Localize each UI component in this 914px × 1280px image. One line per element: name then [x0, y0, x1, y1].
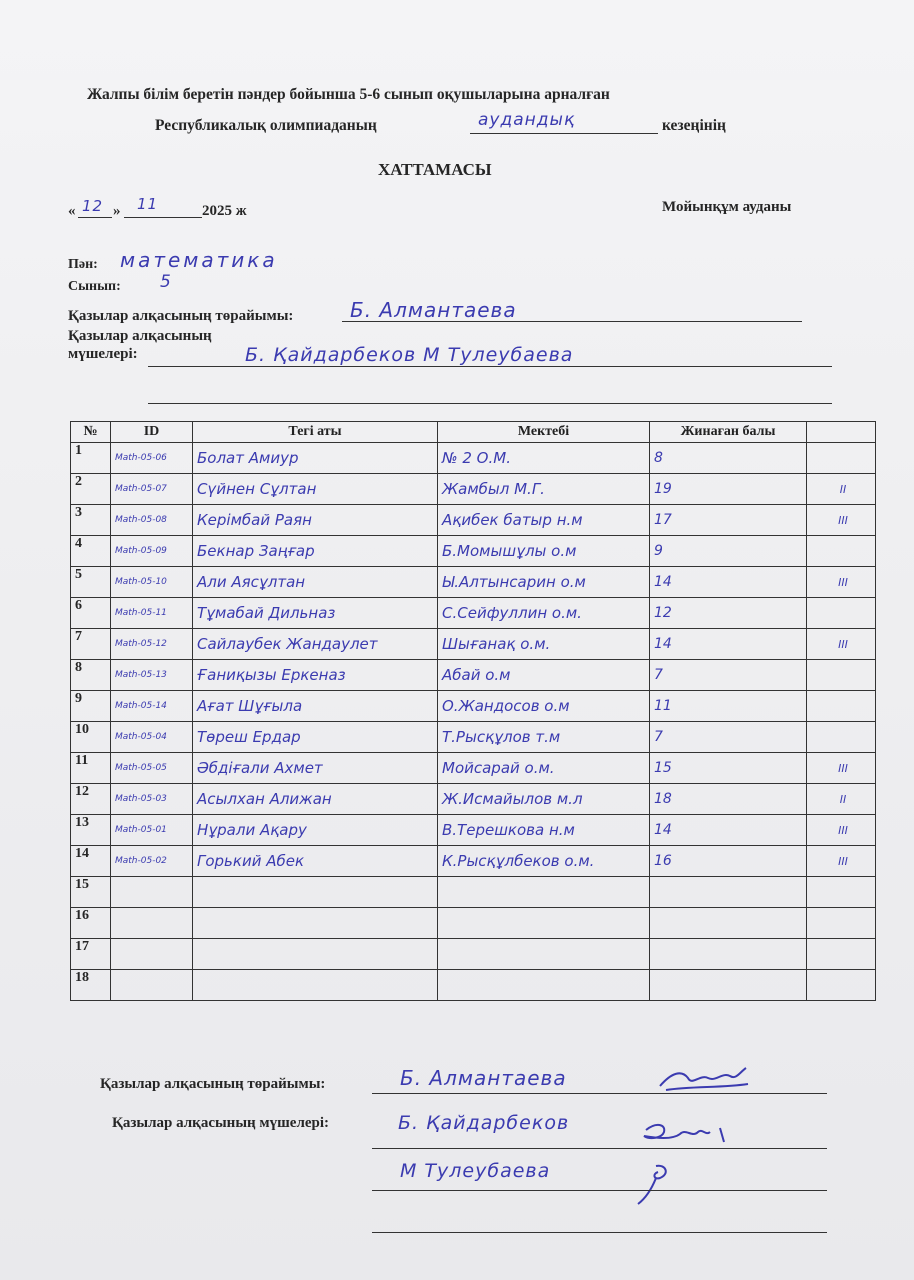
chair-value-top: Б. Алмантаева	[350, 298, 517, 322]
cell-name: Нұрали Ақару	[193, 815, 438, 846]
cell-score: 15	[650, 753, 807, 784]
column-header-1: ID	[111, 422, 193, 443]
cell-id: Math-05-04	[111, 722, 193, 753]
cell-n: 13	[71, 815, 111, 846]
cell-score: 17	[650, 505, 807, 536]
cell-school	[438, 877, 650, 908]
table-row	[71, 722, 876, 753]
cell-score	[650, 877, 807, 908]
date-year: 2025 ж	[202, 203, 247, 219]
cell-name: Али Аясұлтан	[193, 567, 438, 598]
cell-score	[650, 908, 807, 939]
cell-id: Math-05-11	[111, 598, 193, 629]
table-row	[71, 939, 876, 970]
table-row	[71, 598, 876, 629]
cell-name: Керімбай Раян	[193, 505, 438, 536]
table-row	[71, 691, 876, 722]
district: Мойынқұм ауданы	[662, 199, 792, 215]
cell-n: 15	[71, 877, 111, 908]
cell-school: Т.Рысқұлов т.м	[438, 722, 650, 753]
table-row	[71, 660, 876, 691]
table-body	[71, 443, 876, 1001]
cell-id	[111, 877, 193, 908]
member1-bottom: Б. Қайдарбеков	[398, 1112, 570, 1134]
cell-score	[650, 970, 807, 1001]
column-header-2: Тегі аты	[193, 422, 438, 443]
date-open-quote: «	[68, 203, 76, 219]
cell-mark	[807, 660, 876, 691]
table-row	[71, 753, 876, 784]
cell-mark: III	[807, 753, 876, 784]
table-row	[71, 877, 876, 908]
chair-underline-top	[342, 321, 802, 322]
cell-name: Болат Амиур	[193, 443, 438, 474]
cell-mark: II	[807, 474, 876, 505]
cell-n: 16	[71, 908, 111, 939]
cell-school: С.Сейфуллин о.м.	[438, 598, 650, 629]
cell-n: 5	[71, 567, 111, 598]
cell-id: Math-05-10	[111, 567, 193, 598]
cell-name	[193, 939, 438, 970]
cell-mark: III	[807, 629, 876, 660]
cell-mark	[807, 536, 876, 567]
cell-mark	[807, 722, 876, 753]
cell-school: К.Рысқұлбеков о.м.	[438, 846, 650, 877]
cell-n: 4	[71, 536, 111, 567]
olympiad-stage: аудандық	[478, 110, 576, 130]
header-line-1: Жалпы білім беретін пәндер бойынша 5-6 сынып оқушыларына арналған	[87, 86, 610, 103]
cell-mark	[807, 908, 876, 939]
cell-name: Бекнар Заңғар	[193, 536, 438, 567]
cell-score: 18	[650, 784, 807, 815]
chair-label-bottom: Қазылар алқасының төрайымы:	[100, 1076, 326, 1092]
column-header-3: Мектебі	[438, 422, 650, 443]
cell-school: Ақибек батыр н.м	[438, 505, 650, 536]
cell-school: № 2 О.М.	[438, 443, 650, 474]
cell-name: Төреш Ердар	[193, 722, 438, 753]
results-table	[70, 421, 876, 1001]
cell-school: В.Терешкова н.м	[438, 815, 650, 846]
cell-mark: II	[807, 784, 876, 815]
subject-label: Пән:	[68, 257, 98, 272]
stage-underline	[470, 133, 658, 134]
cell-id: Math-05-01	[111, 815, 193, 846]
cell-name	[193, 877, 438, 908]
cell-id	[111, 970, 193, 1001]
cell-school: Ы.Алтынсарин о.м	[438, 567, 650, 598]
cell-name	[193, 970, 438, 1001]
cell-n: 10	[71, 722, 111, 753]
table-row	[71, 846, 876, 877]
members-underline-top	[148, 366, 832, 367]
cell-n: 11	[71, 753, 111, 784]
members-label-bottom: Қазылар алқасының мүшелері:	[112, 1115, 330, 1131]
members-value-top: Б. Қайдарбеков М Тулеубаева	[245, 344, 574, 366]
cell-school: Абай о.м	[438, 660, 650, 691]
cell-score: 7	[650, 722, 807, 753]
cell-n: 9	[71, 691, 111, 722]
chair-label-top: Қазылар алқасының төрайымы:	[68, 308, 294, 324]
cell-id: Math-05-12	[111, 629, 193, 660]
cell-school	[438, 970, 650, 1001]
member2-bottom: М Тулеубаева	[400, 1160, 551, 1182]
column-header-4: Жинаған балы	[650, 422, 807, 443]
cell-school: О.Жандосов о.м	[438, 691, 650, 722]
cell-school	[438, 908, 650, 939]
members-label-top-1: Қазылар алқасының	[68, 328, 212, 344]
cell-school: Шығанақ о.м.	[438, 629, 650, 660]
cell-mark	[807, 691, 876, 722]
cell-id: Math-05-13	[111, 660, 193, 691]
table-row	[71, 908, 876, 939]
cell-mark: III	[807, 567, 876, 598]
column-header-0: №	[71, 422, 111, 443]
cell-id: Math-05-02	[111, 846, 193, 877]
cell-score: 19	[650, 474, 807, 505]
cell-mark: III	[807, 846, 876, 877]
cell-school: Ж.Исмайылов м.л	[438, 784, 650, 815]
cell-n: 1	[71, 443, 111, 474]
cell-score: 11	[650, 691, 807, 722]
table-row	[71, 784, 876, 815]
column-header-5	[807, 422, 876, 443]
cell-name: Сүйнен Сұлтан	[193, 474, 438, 505]
cell-mark	[807, 939, 876, 970]
cell-n: 8	[71, 660, 111, 691]
table-row	[71, 474, 876, 505]
cell-score: 12	[650, 598, 807, 629]
header-line-2-suffix: кезеңінің	[662, 117, 726, 134]
cell-mark	[807, 877, 876, 908]
member1-signature	[636, 1118, 746, 1152]
table-row	[71, 629, 876, 660]
cell-n: 17	[71, 939, 111, 970]
table-header-row	[71, 422, 876, 443]
cell-name: Ағат Шұғыла	[193, 691, 438, 722]
cell-name: Ғаниқызы Еркеназ	[193, 660, 438, 691]
grade-label: Сынып:	[68, 279, 121, 294]
cell-id: Math-05-08	[111, 505, 193, 536]
member1-underline	[372, 1148, 827, 1149]
cell-n: 14	[71, 846, 111, 877]
cell-name: Горький Абек	[193, 846, 438, 877]
cell-id: Math-05-09	[111, 536, 193, 567]
member2-signature	[626, 1160, 686, 1210]
table-row	[71, 815, 876, 846]
header-line-2-prefix: Республикалық олимпиаданың	[155, 117, 377, 134]
cell-mark	[807, 970, 876, 1001]
extra-underline	[372, 1232, 827, 1233]
cell-score	[650, 939, 807, 970]
cell-mark	[807, 443, 876, 474]
chair-value-bottom: Б. Алмантаева	[400, 1066, 567, 1090]
chair-underline-bottom	[372, 1093, 827, 1094]
cell-mark: III	[807, 505, 876, 536]
members-underline-top-2	[148, 403, 832, 404]
cell-school: Б.Момышұлы о.м	[438, 536, 650, 567]
cell-score: 7	[650, 660, 807, 691]
cell-score: 8	[650, 443, 807, 474]
subject-value: математика	[120, 248, 278, 272]
cell-score: 14	[650, 815, 807, 846]
cell-school: Мойсарай о.м.	[438, 753, 650, 784]
cell-score: 14	[650, 629, 807, 660]
cell-n: 3	[71, 505, 111, 536]
members-label-top-2: мүшелері:	[68, 346, 138, 362]
cell-id: Math-05-07	[111, 474, 193, 505]
cell-score: 14	[650, 567, 807, 598]
cell-name: Сайлаубек Жандаулет	[193, 629, 438, 660]
cell-school: Жамбыл М.Г.	[438, 474, 650, 505]
table-row	[71, 443, 876, 474]
member2-underline	[372, 1190, 827, 1191]
month-underline	[124, 217, 202, 218]
cell-n: 2	[71, 474, 111, 505]
table-row	[71, 505, 876, 536]
date-close-quote: »	[113, 203, 121, 219]
cell-id: Math-05-14	[111, 691, 193, 722]
cell-n: 12	[71, 784, 111, 815]
cell-id	[111, 939, 193, 970]
document-title: ХАТТАМАСЫ	[378, 160, 492, 179]
cell-score: 16	[650, 846, 807, 877]
grade-value: 5	[160, 272, 172, 292]
cell-mark	[807, 598, 876, 629]
cell-n: 18	[71, 970, 111, 1001]
table-row	[71, 970, 876, 1001]
cell-id: Math-05-05	[111, 753, 193, 784]
cell-name: Асылхан Алижан	[193, 784, 438, 815]
cell-mark: III	[807, 815, 876, 846]
date-day: 12	[82, 197, 104, 215]
table-row	[71, 536, 876, 567]
cell-id: Math-05-06	[111, 443, 193, 474]
date-month: 11	[137, 195, 159, 213]
cell-name: Әбдіғали Ахмет	[193, 753, 438, 784]
cell-name: Тұмабай Дильназ	[193, 598, 438, 629]
cell-id	[111, 908, 193, 939]
cell-id: Math-05-03	[111, 784, 193, 815]
cell-name	[193, 908, 438, 939]
cell-n: 6	[71, 598, 111, 629]
cell-score: 9	[650, 536, 807, 567]
cell-n: 7	[71, 629, 111, 660]
cell-school	[438, 939, 650, 970]
table-row	[71, 567, 876, 598]
day-underline	[78, 217, 112, 218]
